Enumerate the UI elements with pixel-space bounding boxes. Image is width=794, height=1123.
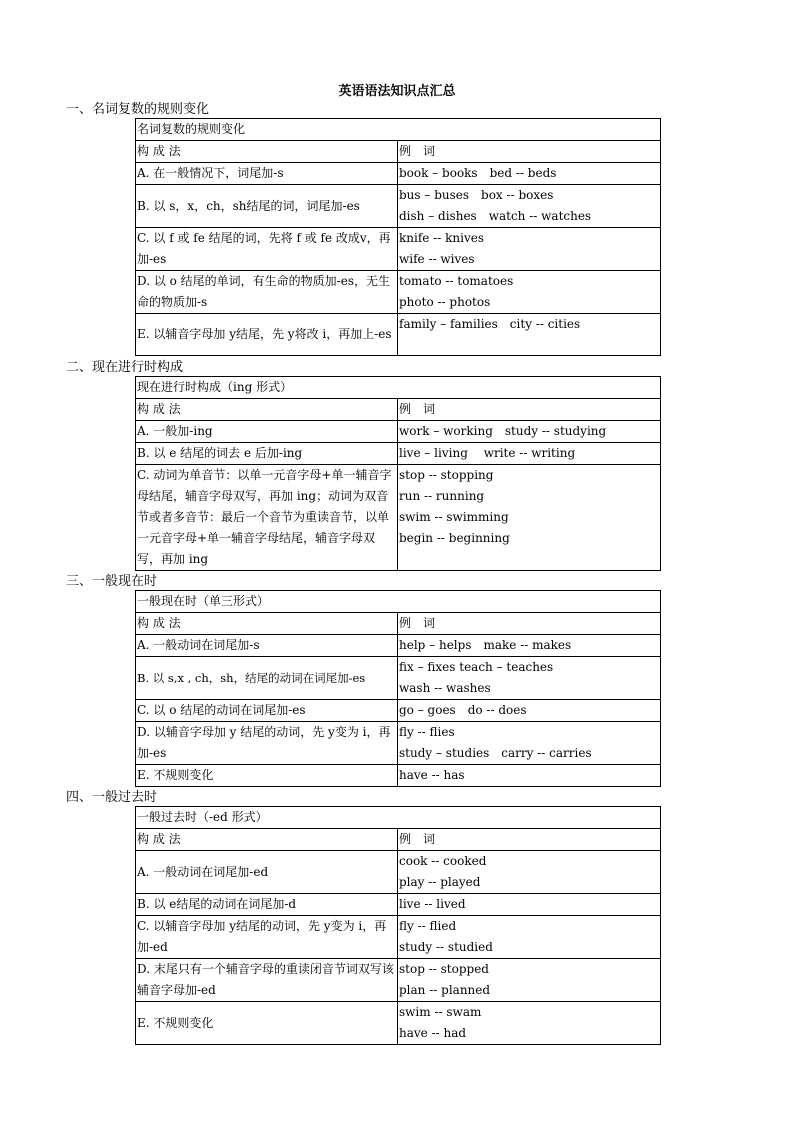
- example-cell: [398, 894, 661, 916]
- example-line: have -- has: [399, 768, 465, 782]
- example-line: fly -- flies: [399, 725, 455, 739]
- section-heading: 三、一般现在时: [66, 574, 158, 589]
- rule-text: C. 以辅音字母加 y结尾的动词，先 y变为 i，再加-ed: [137, 919, 387, 954]
- rule-text: E. 以辅音字母加 y结尾，先 y将改 i，再加上-es: [137, 327, 392, 341]
- example-line: have -- had: [399, 1026, 467, 1040]
- example-line: work – working study -- studying: [399, 424, 607, 438]
- rule-cell: [136, 657, 398, 700]
- rule-cell: C. 以 o 结尾的动词在词尾加-es: [136, 700, 398, 722]
- grammar-table: [135, 590, 661, 787]
- rule-cell: [136, 722, 398, 765]
- example-line: tomato -- tomatoes: [399, 274, 514, 288]
- example-cell: [398, 916, 661, 959]
- rule-cell: E. 不规则变化: [136, 1002, 398, 1045]
- rule-cell: [136, 271, 398, 314]
- example-cell: [398, 163, 661, 185]
- example-line: wife -- wives: [399, 252, 475, 266]
- example-line: fly -- flied: [399, 919, 457, 933]
- rule-cell: [136, 314, 398, 356]
- column-header-examples: 例 词: [398, 829, 661, 851]
- rule-cell: B. 以 e结尾的动词在词尾加-d: [136, 894, 398, 916]
- example-line: fix – fixes teach – teaches: [399, 660, 554, 674]
- rule-text: D. 以辅音字母加 y 结尾的动词，先 y变为 i，再加-es: [137, 725, 391, 760]
- example-cell: [398, 851, 661, 894]
- column-header-rule: 构 成 法: [136, 613, 398, 635]
- rule-cell: A. 一般动词在词尾加-s: [136, 635, 398, 657]
- example-cell: [398, 1002, 661, 1045]
- example-cell: [398, 635, 661, 657]
- rule-cell: A. 一般加-ing: [136, 421, 398, 443]
- column-header-examples: 例 词: [398, 141, 661, 163]
- table-title: 现在进行时构成（ing 形式）: [136, 377, 661, 399]
- example-cell: [398, 765, 661, 787]
- column-header-rule: 构 成 法: [136, 829, 398, 851]
- rule-text: D. 以 o 结尾的单词，有生命的物质加-es，无生命的物质加-s: [137, 274, 390, 309]
- example-cell: [398, 722, 661, 765]
- rule-cell: A. 在一般情况下，词尾加-s: [136, 163, 398, 185]
- example-cell: [398, 271, 661, 314]
- example-line: study -- studied: [399, 940, 493, 954]
- column-header-rule: 构 成 法: [136, 399, 398, 421]
- rule-cell: [136, 916, 398, 959]
- rule-cell: E. 不规则变化: [136, 765, 398, 787]
- example-cell: [398, 443, 661, 465]
- example-line: bus – buses box -- boxes: [399, 188, 554, 202]
- rule-cell: B. 以 e 结尾的词去 e 后加-ing: [136, 443, 398, 465]
- example-line: run -- running: [399, 489, 485, 503]
- column-header-examples: 例 词: [398, 399, 661, 421]
- table-title: 名词复数的规则变化: [136, 119, 661, 141]
- example-line: study – studies carry -- carries: [399, 746, 592, 760]
- column-header-rule: 构 成 法: [136, 141, 398, 163]
- rule-text: D. 末尾只有一个辅音字母的重读闭音节词双写该辅音字母加-ed: [137, 962, 394, 997]
- example-cell: [398, 228, 661, 271]
- rule-cell: A. 一般动词在词尾加-ed: [136, 851, 398, 894]
- example-line: wash -- washes: [399, 681, 491, 695]
- grammar-table: [135, 806, 661, 1045]
- rule-text: C. 动词为单音节：以单一元音字母+单一辅音字母结尾，辅音字母双写，再加 ing；动词为双音节或者多音节：最后一个音节为重读音节，以单一元音字母+单一辅音字母结尾，辅音字母双写，再加 ing: [137, 468, 392, 566]
- example-line: cook -- cooked: [399, 854, 487, 868]
- example-cell: [398, 700, 661, 722]
- example-line: photo -- photos: [399, 295, 491, 309]
- section-heading: 一、名词复数的规则变化: [66, 102, 210, 117]
- example-line: stop -- stopped: [399, 962, 489, 976]
- example-cell: [398, 314, 661, 356]
- rule-cell: [136, 228, 398, 271]
- example-cell: [398, 421, 661, 443]
- table-title: 一般过去时（-ed 形式）: [136, 807, 661, 829]
- rule-text: C. 以 f 或 fe 结尾的词，先将 f 或 fe 改成v，再加-es: [137, 231, 391, 266]
- example-line: plan -- planned: [399, 983, 491, 997]
- example-line: book – books bed -- beds: [399, 166, 557, 180]
- grammar-table: [135, 118, 661, 356]
- rule-text: B. 以 s,x , ch，sh，结尾的动词在词尾加-es: [137, 670, 366, 685]
- example-cell: [398, 465, 661, 571]
- rule-cell: [136, 959, 398, 1002]
- example-cell: [398, 959, 661, 1002]
- example-line: go – goes do -- does: [399, 703, 527, 717]
- example-line: live – living write -- writing: [399, 446, 576, 460]
- example-line: knife -- knives: [399, 231, 484, 245]
- example-line: stop -- stopping: [399, 468, 494, 482]
- section-heading: 四、一般过去时: [66, 790, 158, 805]
- example-line: dish – dishes watch -- watches: [399, 209, 592, 223]
- example-line: swim -- swimming: [399, 510, 509, 524]
- example-cell: [398, 185, 661, 228]
- example-line: live -- lived: [399, 897, 466, 911]
- table-title: 一般现在时（单三形式）: [136, 591, 661, 613]
- page-title: 英语语法知识点汇总: [338, 84, 456, 99]
- section-heading: 二、现在进行时构成: [66, 360, 184, 375]
- example-line: family – families city -- cities: [399, 317, 581, 331]
- grammar-table: [135, 376, 661, 571]
- rule-cell: B. 以 s，x，ch，sh结尾的词，词尾加-es: [136, 185, 398, 228]
- example-line: help – helps make -- makes: [399, 638, 572, 652]
- example-line: swim -- swam: [399, 1005, 482, 1019]
- example-cell: [398, 657, 661, 700]
- rule-cell: [136, 465, 398, 571]
- column-header-examples: 例 词: [398, 613, 661, 635]
- example-line: begin -- beginning: [399, 531, 510, 545]
- example-line: play -- played: [399, 875, 481, 889]
